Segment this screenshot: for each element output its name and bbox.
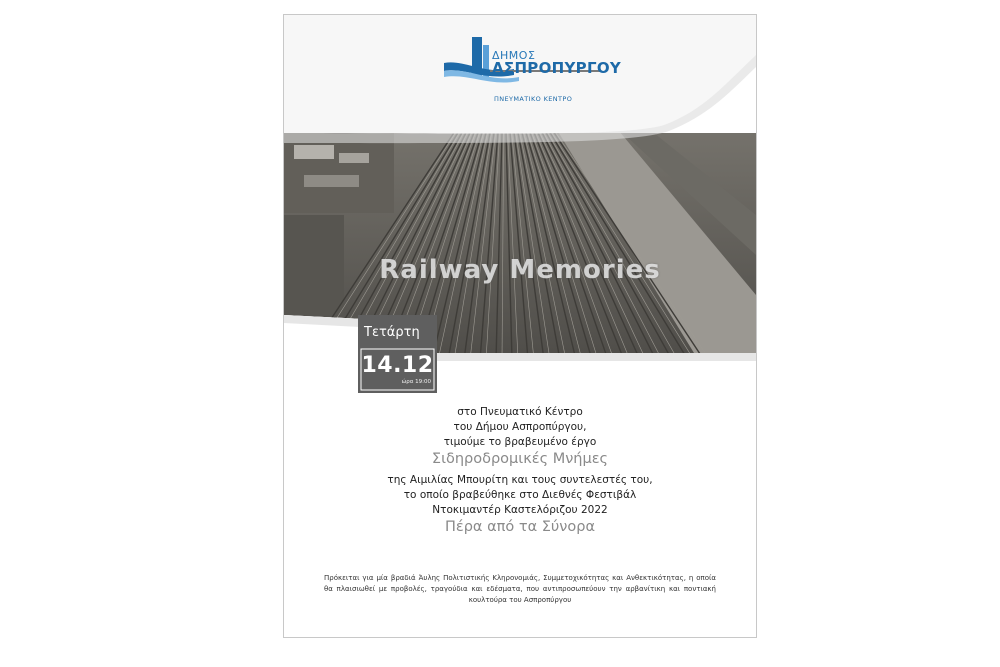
film-title: Railway Memories: [379, 255, 661, 285]
award-line: το οποίο βραβεύθηκε στο Διεθνές Φεστιβάλ: [403, 489, 637, 501]
event-date: 14.12: [361, 353, 434, 378]
logo-line-1: ΔΗΜΟΣ: [492, 49, 536, 62]
poster: [283, 14, 757, 638]
intro-line: τιμούμε το βραβευμένο έργο: [443, 436, 597, 448]
event-day: Τετάρτη: [364, 325, 420, 340]
logo-line-3: ΠΝΕΥΜΑΤΙΚΟ ΚΕΝΤΡΟ: [494, 95, 573, 103]
award-line: της Αιμιλίας Μπουρίτη και τους συντελεστές του,: [387, 474, 653, 486]
date-box: [358, 315, 437, 393]
intro-line: του Δήμου Ασπροπύργου,: [453, 421, 587, 433]
event-time: ώρα 19:00: [401, 379, 431, 385]
municipality-logo: [434, 33, 622, 113]
award-text: [284, 473, 756, 537]
footer-text: Πρόκειται για μία βραδιά Άυλης Πολιτιστικής Κληρονομιάς, Συμμετοχικότητας και Ανθεκτικότητας, η οποία θα πλαισιωθεί με προβολές, τραγούδια και εδέσματα, που αντιπροσωπεύουν την αρβανίτικη και ποντιακή κουλτούρα του Ασπροπύργου: [324, 574, 716, 604]
award-category: Πέρα από τα Σύνορα: [444, 519, 596, 535]
work-title: Σιδηροδρομικές Μνήμες: [431, 451, 609, 467]
intro-text: [284, 405, 756, 469]
intro-line: στο Πνευματικό Κέντρο: [457, 406, 583, 418]
award-line: Ντοκιμαντέρ Καστελόριζου 2022: [432, 504, 608, 516]
logo-line-2: ΑΣΠΡΟΠΥΡΓΟΥ: [492, 59, 622, 77]
